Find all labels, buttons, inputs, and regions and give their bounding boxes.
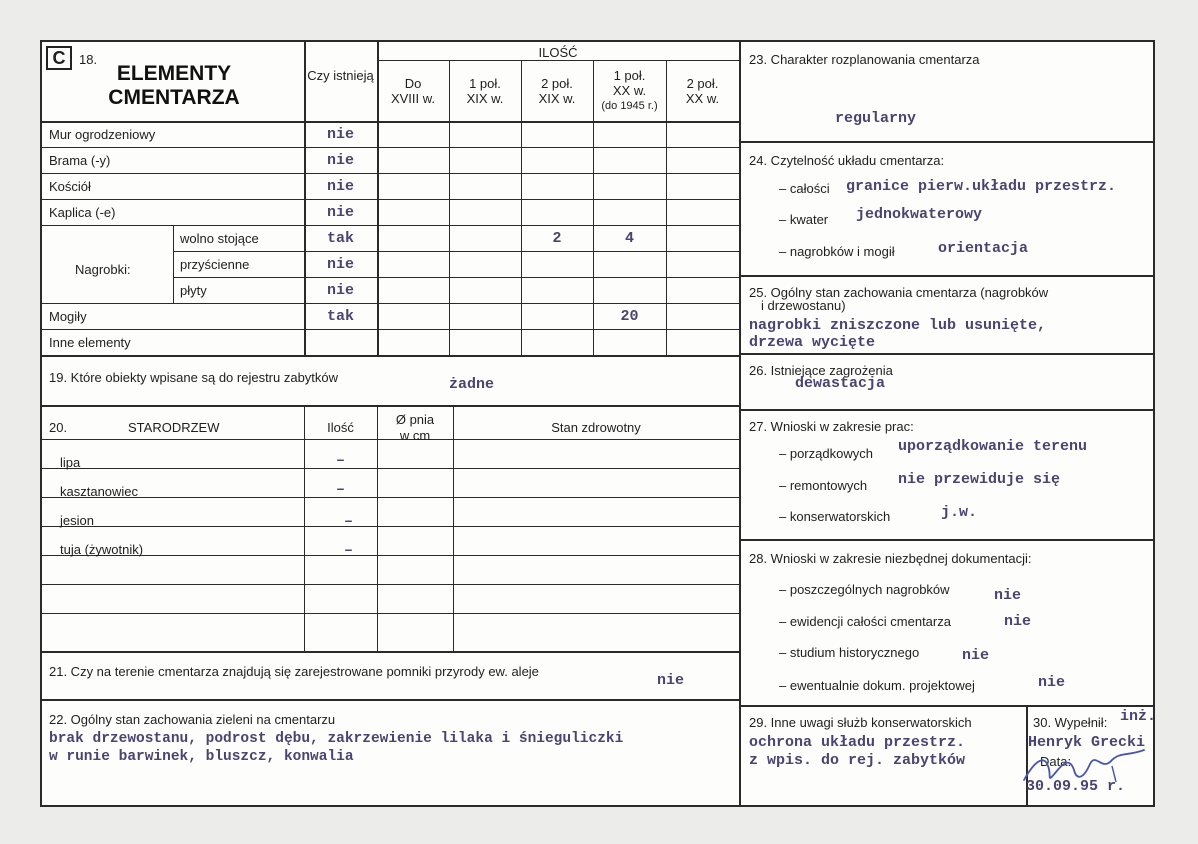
row-exists-plyty: nie (326, 282, 354, 299)
cemetery-record-card: C 18. ELEMENTY CMENTARZA Czy istnieją ILOŚĆ Do XVIII w. 1 poł. XIX w. 2 poł. XIX w. 1 poł. XX w. (do 1945 r.) 2 poł. XX w. Mur ogrodzeniowy nie Brama (-y) nie Kościół nie Kaplica (-e) nie Nagrobki: wolno stojące tak 2 4 przyścienne nie płyty nie Mogiły tak 20 Inne elementy 19. Które obiekty wpisane są do rejestru zabytków żadne 20. STARODRZEW Ilość Ø pnia w cm Stan zdrowotny lipa – kasztanowiec – jesion – tuja (żywotnik) – 21. Czy na terenie cmentarza znajdują się zarejestrowane pomniki przyrody ew. aleje nie 22. Ogólny stan zachowania zieleni na cmentarzu brak drzewostanu, podrost dębu, zakrzewienie lilaka i śnieguliczki w runie barwinek, bluszcz, konwalia 23. Charakter rozplanowania cmentarza regularny 24. Czytelność układu cmentarza: – całości granice pierw.układu przestrz. – kwater jednokwaterowy – nagrobków i mogił orientacja 25. Ogólny stan zachowania cmentarza (nagrobków i drzewostanu) nagrobki zniszczone lub usunięte, drzewa wycięte 26. Istniejące zagrożenia dewastacja 27. Wnioski w zakresie prac: – porządkowych uporządkowanie terenu – remontowych nie przewiduje się – konserwatorskich j.w. 28. Wnioski w zakresie niezbędnej dokumentacji: – poszczególnych nagrobków nie – ewidencji całości cmentarza nie – studium historycznego nie – ewentualnie dokum. projektowej nie 29. Inne uwagi służb konserwatorskich ochrona układu przestrz. z wpis. do rej. zabytków 30. Wypełnił: inż. Henryk Grecki Data: 30.09.95 r. (40, 40, 1155, 807)
row-mogily-1polXX: 20 (620, 308, 639, 325)
q20-number: 20. (49, 420, 68, 435)
q27-remontowych-label: – remontowych (779, 478, 868, 493)
q21-value: nie (657, 672, 685, 689)
q28-studium-label: – studium historycznego (779, 645, 920, 660)
q21-label: 21. Czy na terenie cmentarza znajdują się zarejestrowane pomniki przyrody ew. aleje (49, 664, 539, 679)
row-label-kosciol: Kościół (49, 179, 91, 194)
tree-qty-lipa: – (335, 452, 345, 469)
row-label-plyty: płyty (180, 283, 207, 298)
row-exists-wolno-stojace: tak (326, 230, 354, 247)
row-wolno-stojace-1polXX: 4 (624, 230, 634, 247)
row-label-wolno-stojace: wolno stojące (180, 231, 259, 246)
tree-name-kasztanowiec: kasztanowiec (60, 484, 139, 499)
q28-projektowej-value: nie (1038, 674, 1066, 691)
q27-konserwatorskich-label: – konserwatorskich (779, 509, 891, 524)
q25-label-line1: 25. Ogólny stan zachowania cmentarza (nagrobków (749, 285, 1049, 300)
q29-line2: z wpis. do rej. zabytków (749, 752, 966, 769)
row-label-przyscienne: przyścienne (180, 257, 250, 272)
row-label-brama: Brama (-y) (49, 153, 111, 168)
row-exists-mogily: tak (326, 308, 354, 325)
q22-label: 22. Ogólny stan zachowania zieleni na cmentarzu (49, 712, 336, 727)
row-exists-przyscienne: nie (326, 256, 354, 273)
row-label-mogily: Mogiły (49, 309, 87, 324)
q24-kwater-label: – kwater (779, 212, 829, 227)
row-label-kaplica: Kaplica (-e) (49, 205, 116, 220)
q28-nagrobkow-label: – poszczególnych nagrobków (779, 582, 950, 597)
tree-qty-jesion: – (343, 513, 353, 530)
q24-kwater-value: jednokwaterowy (856, 206, 983, 223)
section-title-line1: ELEMENTY (116, 62, 232, 85)
q23-label: 23. Charakter rozplanowania cmentarza (749, 52, 980, 67)
q28-studium-value: nie (962, 647, 990, 664)
q30-date: 30.09.95 r. (1026, 778, 1126, 795)
nagrobki-label: Nagrobki: (75, 262, 131, 277)
q24-calosci-value: granice pierw.układu przestrz. (846, 178, 1117, 195)
q30-label: 30. Wypełnił: (1033, 715, 1108, 730)
row-exists-kaplica: nie (326, 204, 354, 221)
q22-line2: w runie barwinek, bluszcz, konwalia (49, 749, 354, 765)
handwritten-signature (1016, 742, 1156, 792)
q24-nagrobkow-label: – nagrobków i mogił (779, 244, 895, 259)
q29-label: 29. Inne uwagi służb konserwatorskich (749, 715, 972, 730)
q19-value: żadne (449, 376, 495, 393)
q26-label: 26. Istniejące zagrożenia (749, 363, 893, 378)
row-label-mur: Mur ogrodzeniowy (49, 127, 156, 142)
q27-porzadkowych-label: – porządkowych (779, 446, 873, 461)
q24-nagrobkow-value: orientacja (938, 240, 1029, 257)
tree-qty-kasztanowiec: – (335, 481, 345, 498)
q24-calosci-label: – całości (779, 181, 830, 196)
q20-col-qty: Ilość (327, 420, 354, 435)
q25-value-line2: drzewa wycięte (749, 334, 876, 351)
q29-line1: ochrona układu przestrz. (749, 734, 966, 751)
col-exists-header: Czy istnieją (307, 68, 374, 83)
tree-qty-tuja: – (343, 542, 353, 559)
q28-projektowej-label: – ewentualnie dokum. projektowej (779, 678, 975, 693)
q28-nagrobkow-value: nie (994, 587, 1022, 604)
tree-name-lipa: lipa (60, 455, 81, 470)
ilosc-header: ILOŚĆ (538, 45, 578, 60)
q28-label: 28. Wnioski w zakresie niezbędnej dokumentacji: (749, 551, 1032, 566)
row-exists-mur: nie (326, 126, 354, 143)
q25-value-line1: nagrobki zniszczone lub usunięte, (749, 317, 1047, 334)
q27-porzadkowych-value: uporządkowanie terenu (898, 438, 1088, 455)
q24-label: 24. Czytelność układu cmentarza: (749, 153, 945, 168)
q19-label: 19. Które obiekty wpisane są do rejestru zabytków (49, 370, 339, 385)
q20-col-diam-2: w cm (399, 428, 431, 443)
q27-konserwatorskich-value: j.w. (941, 504, 978, 521)
q22-line1: brak drzewostanu, podrost dębu, zakrzewienie lilaka i śnieguliczki (49, 731, 624, 747)
q30-name: Henryk Grecki (1028, 734, 1146, 751)
row-exists-brama: nie (326, 152, 354, 169)
tree-name-jesion: jesion (60, 513, 94, 528)
row-wolno-stojace-2polXIX: 2 (552, 230, 562, 247)
row-exists-kosciol: nie (326, 178, 354, 195)
q26-value: dewastacja (795, 375, 886, 392)
q20-col-health: Stan zdrowotny (551, 420, 641, 435)
q30-title: inż. (1120, 708, 1157, 725)
section-number: 18. (79, 52, 98, 67)
q28-ewidencji-label: – ewidencji całości cmentarza (779, 614, 951, 629)
row-label-inne: Inne elementy (49, 335, 131, 350)
q27-remontowych-value: nie przewiduje się (898, 471, 1061, 488)
tree-name-tuja: tuja (żywotnik) (60, 542, 144, 557)
q30-date-label: Data: (1040, 754, 1072, 769)
q28-ewidencji-value: nie (1004, 613, 1032, 630)
q25-label-line2: i drzewostanu) (761, 298, 846, 313)
q27-label: 27. Wnioski w zakresie prac: (749, 419, 914, 434)
section-letter-box: C (46, 46, 72, 70)
q20-title: STARODRZEW (128, 420, 220, 435)
section-title-line2: CMENTARZA (108, 86, 240, 109)
q23-value: regularny (835, 110, 917, 127)
q20-col-diam-1: Ø pnia (395, 412, 435, 427)
